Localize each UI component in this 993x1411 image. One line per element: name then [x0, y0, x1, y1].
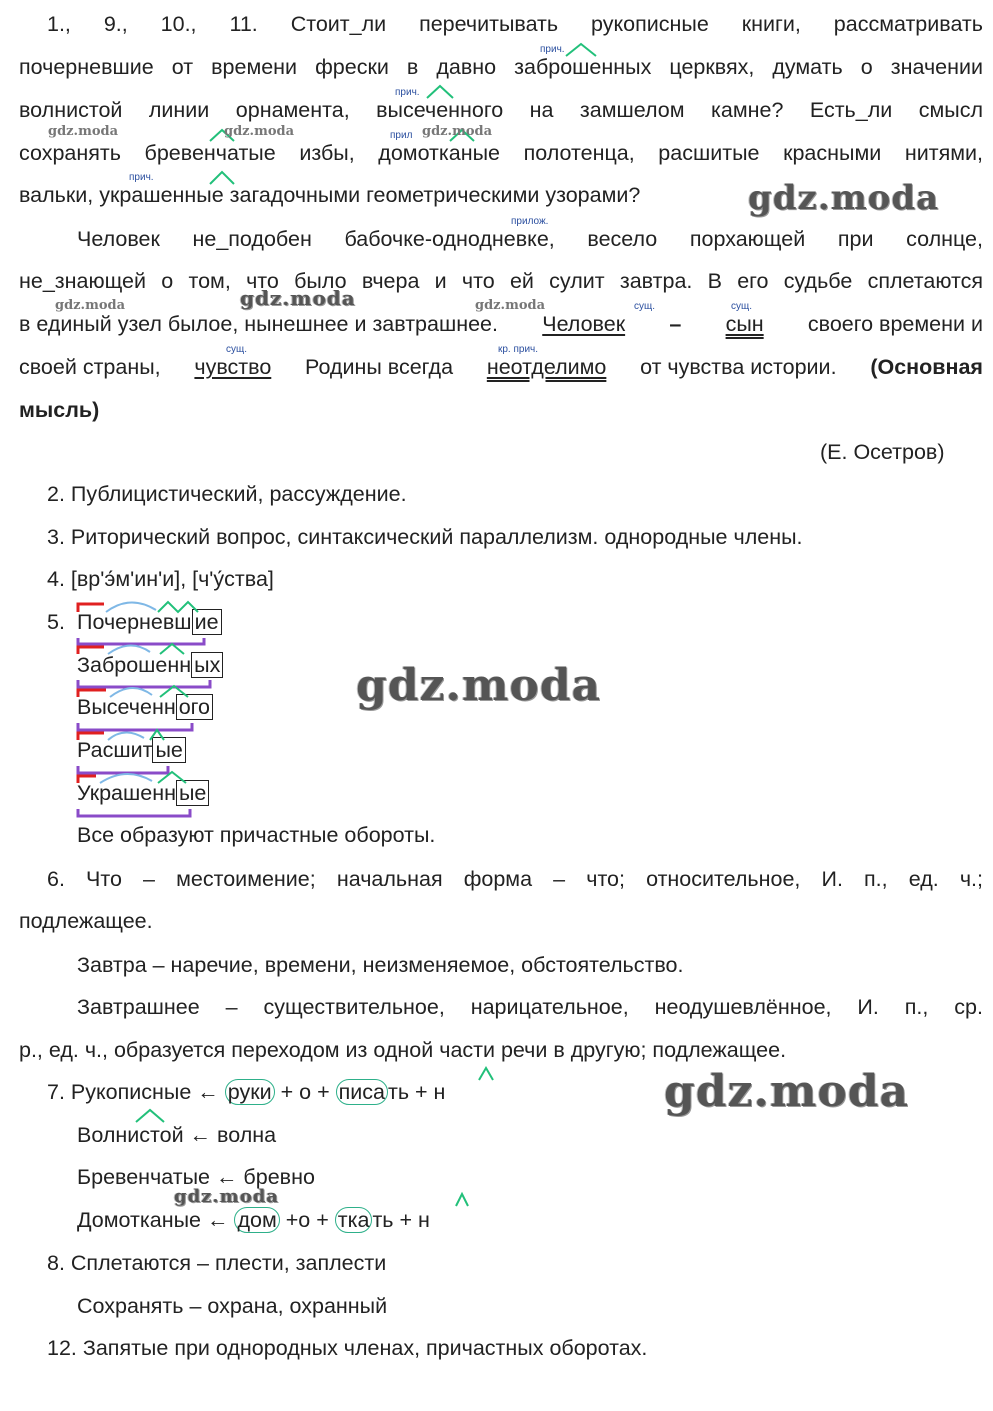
watermark: gdz.moda — [664, 1066, 910, 1117]
watermark: gdz.moda — [240, 286, 356, 310]
answer-5-note: Все образуют причастные обороты. — [77, 823, 436, 847]
grammar-label: сущ. — [634, 301, 656, 312]
answer-7-line: Бревенчатые ← бревно — [77, 1165, 315, 1189]
text-fragment: в единый узел былое, нынешнее и завтрашнее. — [19, 312, 498, 336]
subject-word: Человек — [542, 312, 626, 336]
text-line: не_знающей о том, что было вчера и что ей сулит завтра. В его судьбе сплетаются — [19, 269, 983, 293]
morpheme-word: Расшит ые — [77, 738, 186, 763]
answer-8: 8. Сплетаются – плести, заплести — [47, 1251, 387, 1275]
answer-6: 6. Что – местоимение; начальная форма – что; относительное, И. п., ед. ч.; — [47, 867, 983, 891]
ending-box: ие — [192, 609, 222, 635]
answer-8: Сохранять – охрана, охранный — [77, 1294, 388, 1318]
grammar-label: сущ. — [226, 344, 248, 355]
grammar-label: кр. прич. — [498, 344, 539, 355]
answer-6: Завтрашнее – существительное, нарицательное, неодушевлённое, И. п., ср. — [77, 995, 983, 1019]
answer-5-number: 5. — [47, 610, 65, 634]
text-line: 1., 9., 10., 11. Стоит_ли перечитывать рукописные книги, рассматривать — [47, 12, 983, 36]
text-fragment: Родины всегда — [305, 355, 454, 379]
watermark: gdz.moda — [48, 124, 119, 139]
watermark: gdz.moda — [356, 660, 602, 711]
morpheme-word: Украшенн ые — [77, 781, 209, 806]
ending-box: ые — [152, 737, 185, 763]
ending-box: ых — [191, 652, 223, 678]
grammar-label: прич. — [395, 87, 420, 98]
answer-7-line: Домотканые ← дом +о + тка ть + н — [77, 1208, 430, 1232]
root-circle: руки — [225, 1079, 275, 1105]
grammar-label: прил — [390, 130, 413, 141]
watermark: gdz.moda — [748, 178, 940, 218]
watermark: gdz.moda — [224, 124, 295, 139]
grammar-label: прич. — [129, 172, 154, 183]
watermark: gdz.moda — [55, 298, 126, 313]
morpheme-marks — [0, 590, 300, 820]
dash: – — [669, 312, 682, 336]
text-line: сохранять бревенчатые избы, домотканые полотенца, расшитые красными нитями, — [19, 141, 983, 165]
text-fragment: своего времени и — [807, 312, 983, 336]
answer-6: подлежащее. — [19, 909, 153, 933]
grammar-label: сущ. — [731, 301, 753, 312]
grammar-label: прич. — [540, 44, 565, 55]
watermark: gdz.moda — [422, 124, 493, 139]
morpheme-word: Почерневш ие — [77, 610, 222, 635]
grammar-label: прилож. — [511, 216, 549, 227]
root-circle: писа — [336, 1079, 388, 1105]
root-circle: тка — [335, 1207, 373, 1233]
suffix-marks — [0, 1060, 600, 1220]
text-line: Человек не_подобен бабочке-однодневке, весело порхающей при солнце, — [77, 227, 983, 251]
main-idea-label: (Основная — [870, 355, 983, 379]
text-line: волнистой линии орнамента, высеченного на замшелом камне? Есть_ли смысл — [19, 98, 983, 122]
answer-7-line: 7. Рукописные ← руки + о + писа ть + н — [47, 1080, 446, 1104]
answer-12: 12. Запятые при однородных членах, причастных оборотах. — [47, 1336, 648, 1360]
answer-7-line: Волнистой ← волна — [77, 1123, 277, 1147]
text-line: почерневшие от времени фрески в давно заброшенных церквях, думать о значении — [19, 55, 983, 79]
watermark: gdz.moda — [475, 298, 546, 313]
predicate-word: сын — [725, 312, 764, 336]
answer-2: 2. Публицистический, рассуждение. — [47, 482, 407, 506]
subject-word: чувство — [194, 355, 272, 379]
root-circle: дом — [234, 1207, 279, 1233]
morpheme-word: Заброшенн ых — [77, 653, 223, 678]
text-fragment: от чувства истории. — [640, 355, 837, 379]
answer-3: 3. Риторический вопрос, синтаксический параллелизм. однородные члены. — [47, 525, 803, 549]
ending-box: ого — [176, 694, 213, 720]
author: (Е. Осетров) — [820, 440, 945, 464]
watermark: gdz.moda — [174, 1186, 279, 1207]
main-idea-label: мысль) — [19, 398, 100, 422]
answer-6: Завтра – наречие, времени, неизменяемое, обстоятельство. — [77, 953, 684, 977]
text-fragment: своей страны, — [19, 355, 161, 379]
text-line: вальки, украшенные загадочными геометрическими узорами? — [19, 183, 641, 207]
answer-6: р., ед. ч., образуется переходом из одной части речи в другую; подлежащее. — [19, 1038, 787, 1062]
answer-4: 4. [вр'э́м'ин'и], [ч'у́ства] — [47, 567, 274, 591]
ending-box: ые — [176, 780, 209, 806]
morpheme-word: Высеченн ого — [77, 695, 213, 720]
predicate-word: неотделимо — [486, 355, 607, 379]
